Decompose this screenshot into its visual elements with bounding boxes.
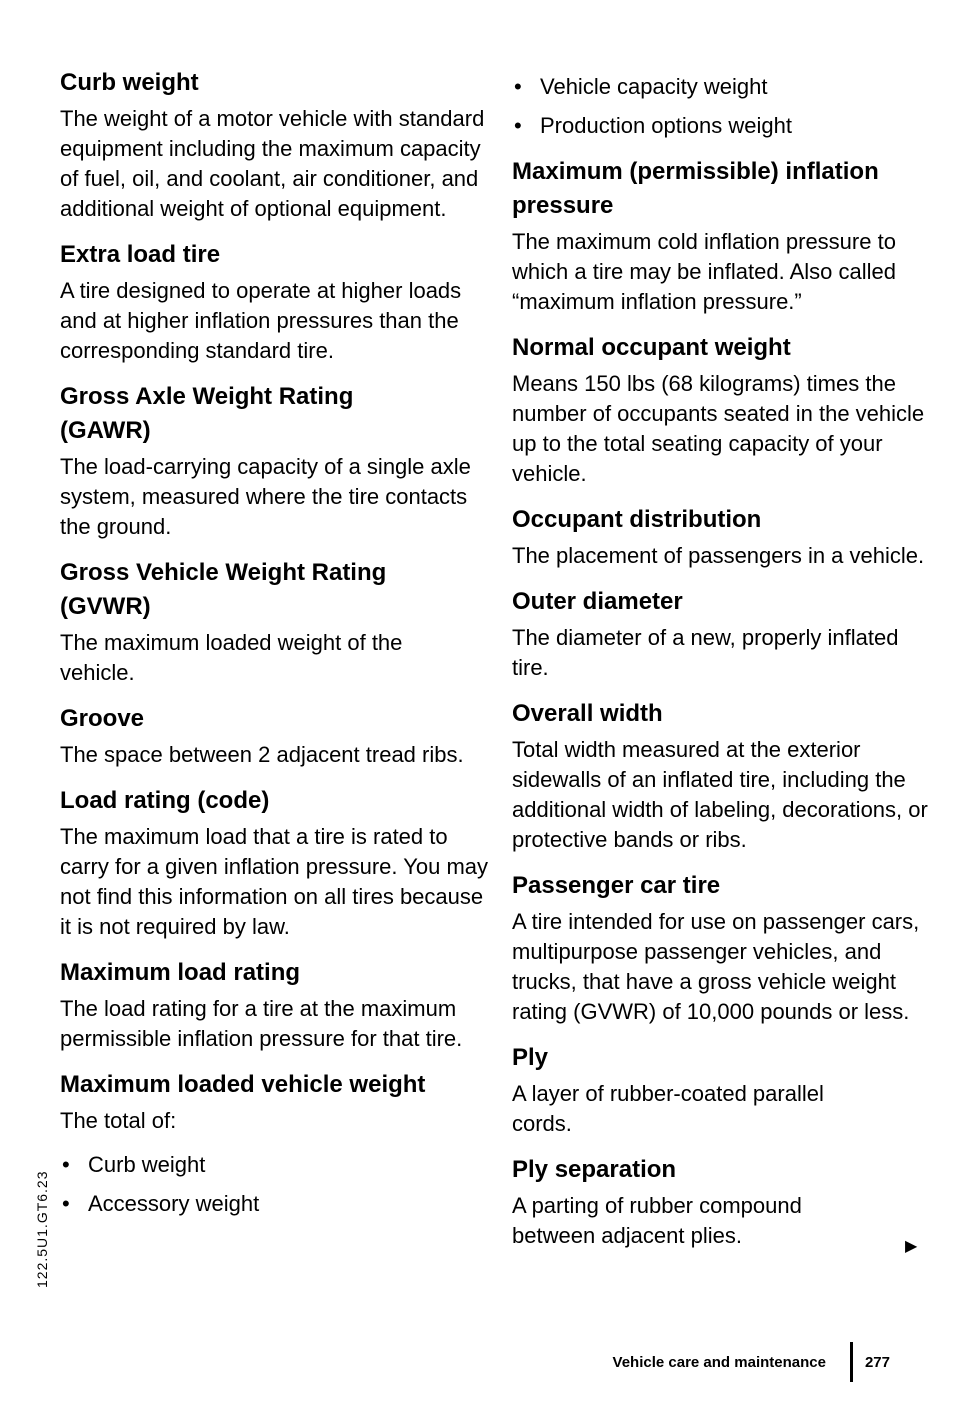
definition: The placement of passengers in a vehicle.	[512, 543, 925, 568]
definition: The weight of a motor vehicle with standard equipment including the maximum capacity of fuel, oil, and coolant, air conditioner, and additional weight of optional equipment.	[60, 106, 485, 221]
page-number: 277	[864, 1353, 890, 1371]
definition: Means 150 lbs (68 kilograms) times the number of occupants seated in the vehicle up to the total seating capacity of your vehicle.	[512, 371, 925, 486]
entry-max-inflation-pressure	[512, 155, 932, 317]
heading: Overall width	[512, 700, 663, 727]
continue-arrow-icon: ▶	[905, 1238, 918, 1255]
definition: A layer of rubber-coated parallel cords.	[512, 1081, 824, 1136]
definition: The load-carrying capacity of a single axle system, measured where the tire contacts the ground.	[60, 454, 471, 539]
definition: The space between 2 adjacent tread ribs.	[60, 742, 464, 767]
left-column	[60, 66, 490, 1231]
entry-max-load-rating	[60, 956, 490, 1054]
entry-gawr	[60, 380, 490, 542]
entry-ply-separation	[512, 1153, 932, 1251]
heading: Passenger car tire	[512, 872, 721, 899]
bullet-item: • Production options weight	[512, 111, 932, 141]
definition: A parting of rubber compound between adjacent plies.	[512, 1193, 802, 1248]
footer-divider	[850, 1342, 853, 1382]
right-column	[512, 72, 932, 1265]
entry-gvwr	[60, 556, 490, 688]
entry-max-loaded-vehicle-weight	[60, 1068, 490, 1219]
entry-load-rating	[60, 784, 490, 942]
definition: The load rating for a tire at the maximum permissible inflation pressure for that tire.	[60, 996, 463, 1051]
heading: Maximum (permissible) inflation pressure	[512, 158, 879, 219]
bullet-list	[60, 1150, 490, 1219]
heading: Extra load tire	[60, 241, 221, 268]
definition: A tire intended for use on passenger cars, multipurpose passenger vehicles, and trucks, that have a gross vehicle weight rating (GVWR) of 10,000 pounds or less.	[512, 909, 920, 1024]
entry-outer-diameter	[512, 585, 932, 683]
heading: Outer diameter	[512, 588, 683, 615]
definition: The diameter of a new, properly inflated tire.	[512, 625, 899, 680]
page-footer	[613, 1342, 890, 1382]
bullet-item: • Curb weight	[60, 1150, 490, 1180]
heading: Load rating (code)	[60, 787, 270, 814]
definition: A tire designed to operate at higher loads and at higher inflation pressures than the corresponding standard tire.	[60, 278, 462, 363]
bullet-item: • Accessory weight	[60, 1189, 490, 1219]
heading: Occupant distribution	[512, 506, 762, 533]
heading: Gross Vehicle Weight Rating (GVWR)	[60, 559, 387, 620]
definition: The maximum load that a tire is rated to carry for a given inflation pressure. You may not find this information on all tires because it is not required by law.	[60, 824, 489, 939]
entry-passenger-car-tire	[512, 869, 932, 1027]
heading: Maximum loaded vehicle weight	[60, 1071, 426, 1098]
document-code: 122.5U1.GT6.23	[34, 1170, 50, 1288]
heading: Ply	[512, 1044, 549, 1071]
section-title: Vehicle care and maintenance	[612, 1353, 826, 1371]
definition: The maximum cold inflation pressure to which a tire may be inflated. Also called “maximum inflation pressure.”	[512, 229, 896, 314]
entry-occupant-distribution	[512, 503, 932, 571]
entry-extra-load-tire	[60, 238, 490, 366]
entry-curb-weight	[60, 66, 490, 224]
entry-groove	[60, 702, 490, 770]
bullet-item: • Vehicle capacity weight	[512, 72, 932, 102]
heading: Groove	[60, 705, 145, 732]
definition: The total of:	[60, 1108, 177, 1133]
bullet-list	[512, 72, 932, 141]
heading: Gross Axle Weight Rating (GAWR)	[60, 383, 354, 444]
heading: Maximum load rating	[60, 959, 301, 986]
heading: Curb weight	[60, 69, 199, 96]
definition: Total width measured at the exterior sidewalls of an inflated tire, including the additional width of labeling, decorations, or protective bands or ribs.	[512, 737, 928, 852]
entry-normal-occupant-weight	[512, 331, 932, 489]
heading: Normal occupant weight	[512, 334, 791, 361]
heading: Ply separation	[512, 1156, 677, 1183]
entry-overall-width	[512, 697, 932, 855]
definition: The maximum loaded weight of the vehicle.	[60, 630, 403, 685]
entry-ply	[512, 1041, 932, 1139]
